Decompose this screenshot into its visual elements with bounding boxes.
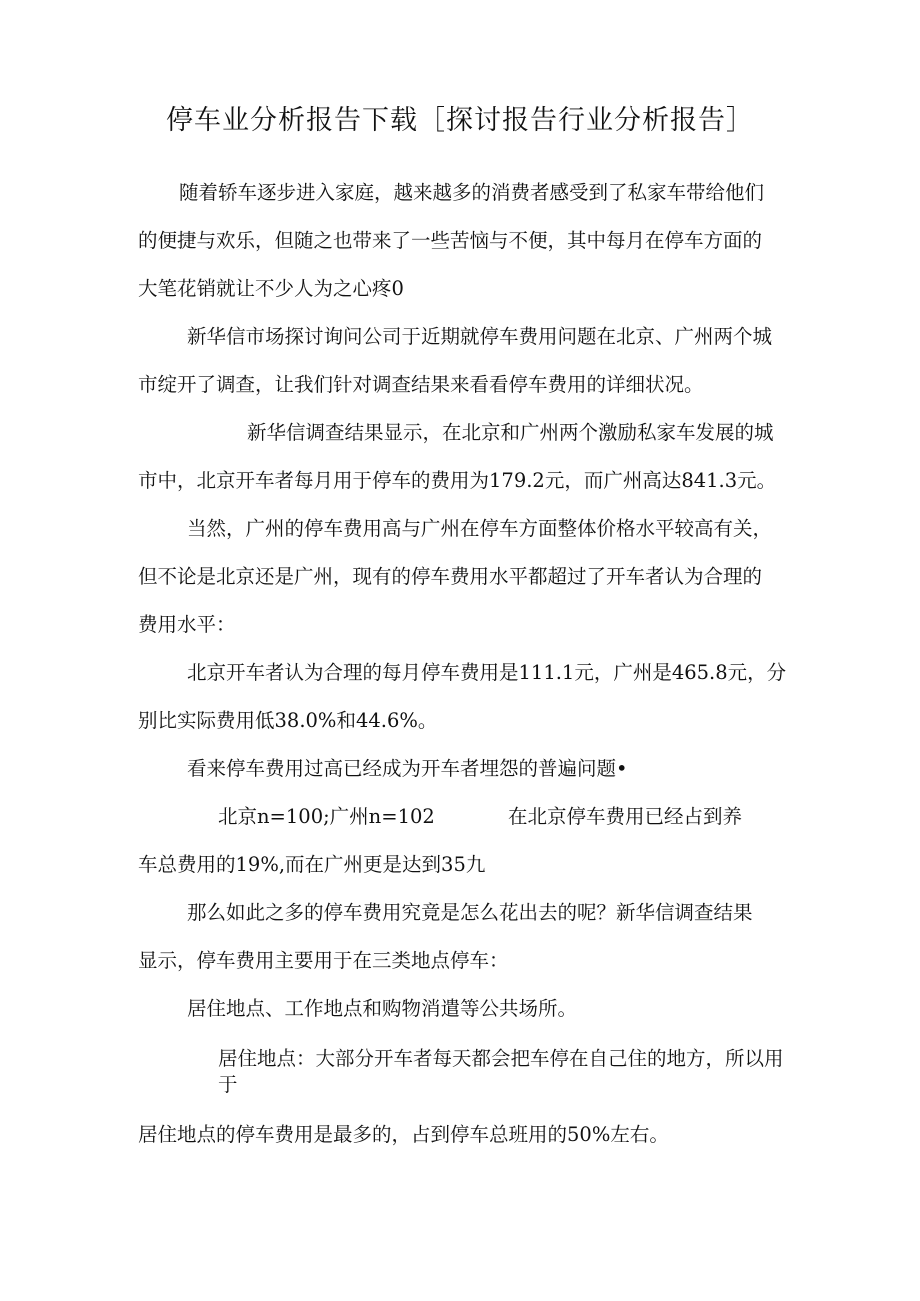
paragraph-line: 的便捷与欢乐，但随之也带来了一些苦恼与不便，其中每月在停车方面的	[138, 229, 763, 252]
paragraph-line: 新华信调查结果显示，在北京和广州两个激励私家车发展的城	[247, 421, 774, 444]
paragraph-line: 看来停车费用过高已经成为开车者埋怨的普遍问题•	[187, 757, 628, 780]
paragraph-line: 费用水平：	[138, 613, 236, 636]
paragraph-line: 市中，北京开车者每月用于停车的费用为179.2元，而广州高达841.3元。	[138, 469, 777, 492]
paragraph-line: 那么如此之多的停车费用究竟是怎么花出去的呢？新华信调查结果	[187, 901, 753, 924]
paragraph-line: 北京开车者认为合理的每月停车费用是111.1元，广州是465.8元，分	[187, 661, 787, 684]
document-title: 停车业分析报告下载［探讨报告行业分析报告］	[166, 105, 754, 136]
paragraph-line: 但不论是北京还是广州，现有的停车费用水平都超过了开车者认为合理的	[138, 565, 763, 588]
paragraph-line: 当然，广州的停车费用高与广州在停车方面整体价格水平较高有关，	[187, 517, 773, 540]
paragraph-line: 显示，停车费用主要用于在三类地点停车：	[138, 949, 509, 972]
paragraph-line: 在北京停车费用已经占到养	[508, 805, 743, 828]
paragraph-line: 大笔花销就让不少人为之心疼0	[138, 277, 404, 300]
paragraph-line: 居住地点：大部分开车者每天都会把车停在自己住的地方，所以用	[218, 1047, 784, 1070]
paragraph-line: 新华信市场探讨询问公司于近期就停车费用问题在北京、广州两个城	[187, 325, 773, 348]
paragraph-line: 随着轿车逐步进入家庭，越来越多的消费者感受到了私家车带给他们	[179, 181, 765, 204]
paragraph-line: 于	[218, 1073, 238, 1096]
paragraph-line: 市绽开了调查，让我们针对调查结果来看看停车费用的详细状况。	[138, 373, 704, 396]
sample-size-note: 北京n=100;广州n=102	[218, 805, 435, 828]
paragraph-line: 居住地点、工作地点和购物消遣等公共场所。	[187, 997, 578, 1020]
paragraph-line: 车总费用的19%,而在广州更是达到35九	[138, 853, 486, 876]
paragraph-line: 别比实际费用低38.0%和44.6%。	[138, 709, 438, 732]
paragraph-line: 居住地点的停车费用是最多的，占到停车总班用的50%左右。	[138, 1123, 669, 1146]
